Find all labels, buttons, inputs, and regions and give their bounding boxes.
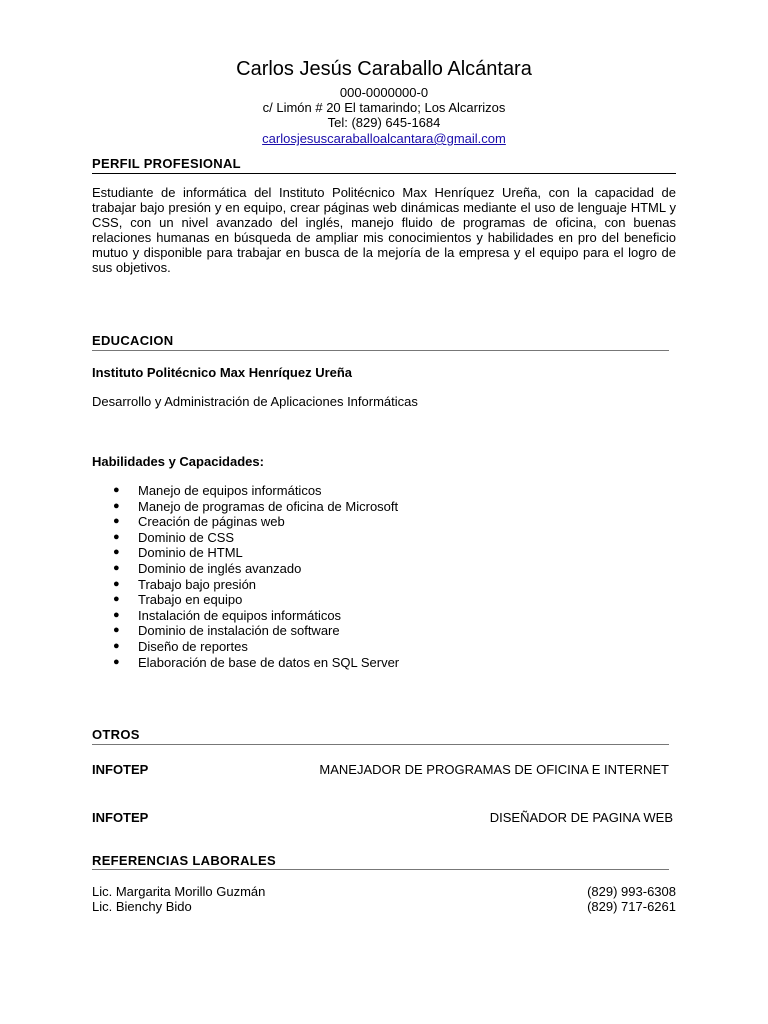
others-institution: INFOTEP [92,762,149,777]
bullet-icon: ● [113,577,120,590]
skill-label: Manejo de equipos informáticos [138,483,322,498]
list-item [92,545,399,561]
bullet-icon: ● [113,499,120,512]
skill-label: Dominio de CSS [138,529,235,545]
bullet-icon: ● [113,593,120,606]
list-item [92,592,399,608]
skill-label: Trabajo en equipo [138,592,243,608]
others-section-title: OTROS [92,727,140,742]
email-link[interactable]: carlosjesuscaraballoalcantara@gmail.com [262,131,506,146]
bullet-icon: ● [113,561,120,574]
candidate-name: Carlos Jesús Caraballo Alcántara [236,58,532,80]
profile-text: Estudiante de informática del Instituto Politécnico Max Henríquez Ureña, con la capacidad de trabajar bajo presión y en equipo, crear páginas web dinámicas mediante el uso de lenguaje HTML y CSS, con un nivel avanzado del inglés, manejo fluido de programas de oficina, con buenas relaciones humanas en búsqueda de ampliar mis conocimientos y habilidades en pro del beneficio mutuo y disponible para trabajar en busca de la mejoría de la empresa y el equipo para el logro de sus objetivos. [92,185,676,275]
section-divider [92,869,669,870]
bullet-icon: ● [113,608,120,621]
resume-header [92,56,676,148]
skill-label: Creación de páginas web [138,514,285,530]
reference-phone: (829) 717-6261 [587,899,676,914]
references-section-title: REFERENCIAS LABORALES [92,853,276,868]
others-course: MANEJADOR DE PROGRAMAS DE OFICINA E INTERNET [319,762,669,777]
others-course: DISEÑADOR DE PAGINA WEB [489,810,673,825]
section-divider [92,744,669,745]
bullet-icon: ● [113,639,120,652]
skill-label: Dominio de instalación de software [138,623,340,639]
list-item [92,655,399,671]
id-number: 000-0000000-0 [339,85,429,100]
skill-label: Dominio de inglés avanzado [138,560,302,576]
list-item [92,499,399,515]
bullet-icon: ● [113,515,120,528]
bullet-icon: ● [113,546,120,559]
reference-phone: (829) 993-6308 [587,884,676,899]
profile-section-title: PERFIL PROFESIONAL [92,156,241,171]
phone: Tel: (829) 645-1684 [327,115,441,130]
bullet-icon: ● [113,484,120,496]
education-section-title: EDUCACION [92,333,174,348]
skills-title: Habilidades y Capacidades: [92,454,264,469]
section-divider [92,350,669,351]
reference-name: Lic. Bienchy Bido [92,899,192,914]
list-item [92,577,399,593]
skills-list [92,483,399,670]
skill-label: Elaboración de base de datos en SQL Server [138,654,400,670]
skill-label: Dominio de HTML [138,545,243,561]
list-item [92,561,399,577]
bullet-icon: ● [113,530,120,543]
education-institution: Instituto Politécnico Max Henríquez Ureña [92,365,353,380]
address: c/ Limón # 20 El tamarindo; Los Alcarrizos [262,100,506,115]
bullet-icon: ● [113,624,120,637]
others-institution: INFOTEP [92,810,149,825]
list-item [92,623,399,639]
education-program: Desarrollo y Administración de Aplicaciones Informáticas [92,394,418,409]
list-item [92,483,399,499]
skill-label: Diseño de reportes [138,638,248,654]
list-item [92,530,399,546]
section-divider [92,173,676,174]
skill-label: Trabajo bajo presión [138,576,257,592]
bullet-icon: ● [113,655,120,668]
reference-name: Lic. Margarita Morillo Guzmán [92,884,266,899]
skill-label: Instalación de equipos informáticos [138,607,342,623]
list-item [92,514,399,530]
list-item [92,639,399,655]
list-item [92,608,399,624]
skill-label: Manejo de programas de oficina de Microsoft [138,498,399,514]
